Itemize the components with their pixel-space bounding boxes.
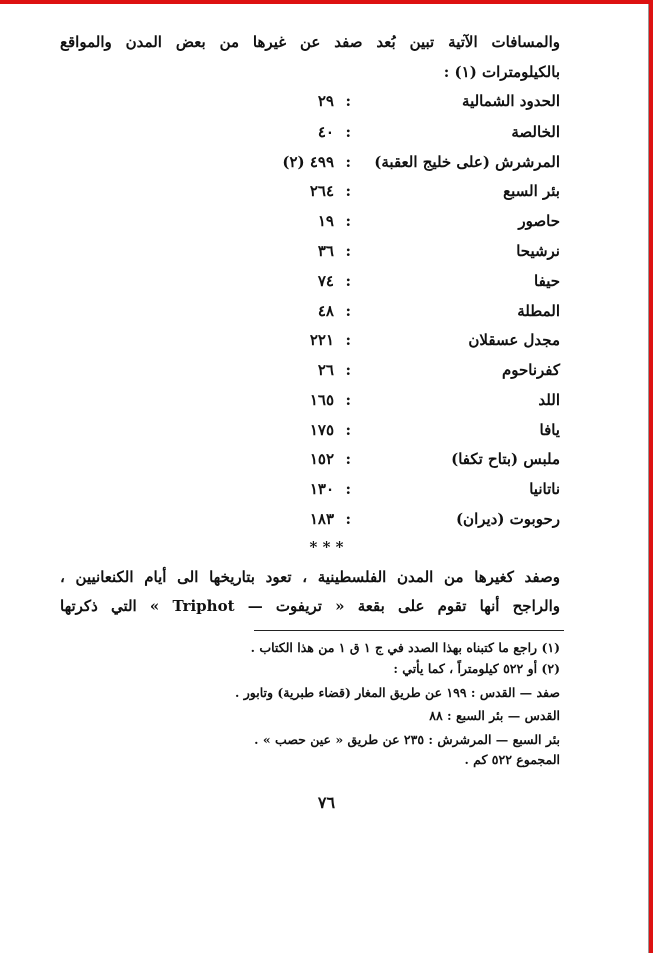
colon: : [345,361,351,379]
colon: : [345,331,351,349]
colon: : [345,302,351,320]
place-name: المرشرش (على خليج العقبة) [374,153,560,171]
list-item [0,421,653,447]
colon: : [345,480,351,498]
place-name: ملبس (بتاح تكفا) [451,450,560,468]
body-line-2: والراجح أنها تقوم على بقعة « تريفوت — Triphot » التي ذكرتها [60,597,560,615]
colon: : [345,421,351,439]
list-item [0,391,653,417]
colon: : [345,391,351,409]
footnote-total: المجموع ٥٢٢ كم . [464,752,560,767]
place-name: كفرناحوم [501,361,560,379]
list-item [0,361,653,387]
section-separator: * * * [309,538,344,556]
colon: : [345,242,351,260]
list-item [0,272,653,298]
distance-value: ٤٨ [317,302,334,320]
list-item [0,123,653,149]
colon: : [345,450,351,468]
distance-value: ٢٩ [317,92,334,110]
distance-value: ١٥٢ [309,450,334,468]
place-name: مجدل عسقلان [468,331,560,349]
distance-value: ٤٩٩ (٢) [282,153,334,171]
intro-line-1: والمسافات الآتية تبين بُعد صفد عن غيرها من بعض المدن والمواقع [60,33,560,51]
distance-value: ١٧٥ [309,421,334,439]
list-item [0,212,653,238]
distance-value: ٢٦٤ [309,182,334,200]
distance-value: ٧٤ [317,272,334,290]
colon: : [345,182,351,200]
place-name: المطلة [517,302,560,320]
distance-value: ٤٠ [317,123,334,141]
place-name: الحدود الشمالية [462,92,560,110]
distance-value: ١٦٥ [309,391,334,409]
colon: : [345,123,351,141]
place-name: يافا [539,421,560,439]
list-item [0,331,653,357]
footnote-calc-line: بئر السبع — المرشرش : ٢٣٥ عن طريق « عين حصب » . [254,732,560,747]
place-name: حاصور [518,212,560,230]
footnote-calc-line: صفد — القدس : ١٩٩ عن طريق المغار (قضاء طبرية) وتابور . [235,685,560,700]
list-item [0,153,653,179]
colon: : [345,272,351,290]
list-item [0,242,653,268]
list-item [0,480,653,506]
distance-value: ١٣٠ [309,480,334,498]
footnote-1: (١) راجع ما كتبناه بهذا الصدد في ج ١ ق ١ من هذا الكتاب . [250,640,560,655]
place-name: حيفا [534,272,560,290]
place-name: الخالصة [511,123,560,141]
distance-value: ٢٢١ [309,331,334,349]
list-item [0,510,653,536]
place-name: نرشيحا [516,242,560,260]
list-item [0,182,653,208]
place-name: رحوبوت (ديران) [455,510,560,528]
distance-value: ٢٦ [317,361,334,379]
place-name: اللد [538,391,560,409]
page-number: ٧٦ [317,793,336,812]
distance-value: ٣٦ [317,242,334,260]
footnote-2: (٢) أو ٥٢٢ كيلومتراً ، كما يأتي : [393,661,560,676]
intro-line-2: بالكيلومترات (١) : [443,63,560,81]
colon: : [345,212,351,230]
colon: : [345,92,351,110]
distance-value: ١٩ [317,212,334,230]
body-line-1: وصفد كغيرها من المدن الفلسطينية ، تعود بتاريخها الى أيام الكنعانيين ، [60,568,560,586]
footnote-rule [254,630,564,631]
distance-value: ١٨٣ [309,510,334,528]
list-item [0,302,653,328]
place-name: ناتانيا [529,480,560,498]
footnote-calc-line: القدس — بئر السبع : ٨٨ [429,708,560,723]
list-item [0,450,653,476]
list-item [0,92,653,118]
colon: : [345,510,351,528]
place-name: بئر السبع [503,182,560,200]
colon: : [345,153,351,171]
